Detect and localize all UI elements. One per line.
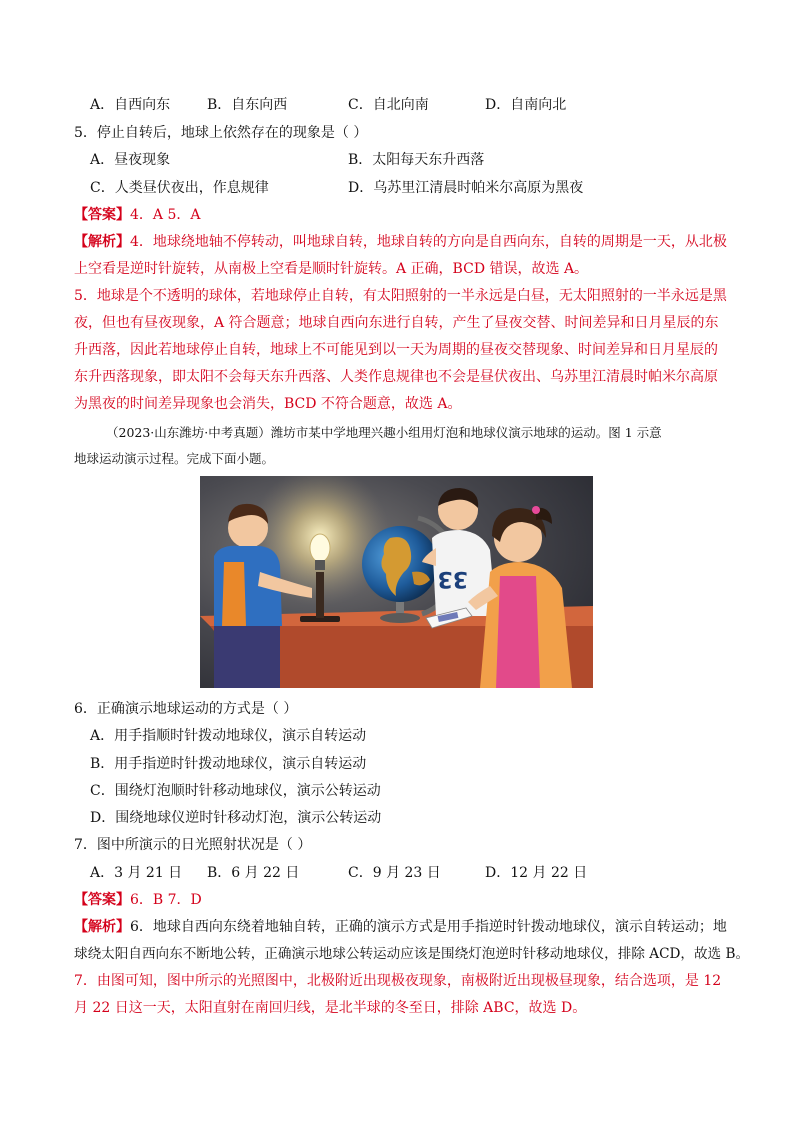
intro-text-1: 潍坊市某中学地理兴趣小组用灯泡和地球仪演示地球的运动。图 1 示意 [270, 425, 662, 440]
question-intro [106, 424, 662, 442]
q5-option-d: D．乌苏里江清晨时帕米尔高原为黑夜 [348, 180, 584, 196]
q6-stem: 6．正确演示地球运动的方式是（ ） [74, 701, 298, 717]
analysis-2-line-3: 7．由图可知，图中所示的光照图中，北极附近出现极夜现象，南极附近出现极昼现象，结合选项，是 12 [74, 973, 722, 989]
illustration [200, 476, 593, 688]
q4-option-a: A．自西向东 [90, 97, 171, 113]
analysis-text: 6．地球自西向东绕着地轴自转，正确的演示方式是用手指逆时针拨动地球仪，演示自转运动；地 [130, 919, 727, 935]
q5-stem: 5．停止自转后，地球上依然存在的现象是（ ） [74, 125, 368, 141]
analysis-1-line-4: 夜，但也有昼夜现象，A 符合题意；地球自西向东进行自转，产生了昼夜交替、时间差异和日月星辰的东 [74, 315, 719, 331]
q7-option-d: D．12 月 22 日 [485, 865, 588, 881]
answer-tag: 【答案】 [74, 207, 130, 223]
q5-option-b: B．太阳每天东升西落 [348, 152, 485, 168]
analysis-2-line-1 [74, 918, 727, 936]
light-bulb-icon [310, 534, 330, 562]
analysis-2-line-2: 球绕太阳自西向东不断地公转，正确演示地球公转运动应该是围绕灯泡逆时针移动地球仪，排除 ACD，故选 B。 [74, 946, 750, 962]
q7-stem: 7．图中所演示的日光照射状况是（ ） [74, 837, 312, 853]
analysis-1-line-5: 升西落，因此若地球停止自转，地球上不可能见到以一天为周期的昼夜交替现象、时间差异和日月星辰的 [74, 342, 718, 358]
figure-earth-demo [200, 476, 593, 688]
q6-option-a: A．用手指顺时针拨动地球仪，演示自转运动 [90, 728, 367, 744]
analysis-1-line-1 [74, 233, 727, 251]
answer-text: 6．B 7．D [130, 892, 202, 908]
answer-tag: 【答案】 [74, 892, 130, 908]
q7-option-a: A．3 月 21 日 [90, 865, 183, 881]
answer-block-1 [74, 206, 201, 224]
answer-block-2 [74, 891, 202, 909]
analysis-1-line-6: 东升西落现象，即太阳不会每天东升西落、人类作息规律也不会是昼伏夜出、乌苏里江清晨时帕米尔高原 [74, 369, 718, 385]
q6-option-c: C．围绕灯泡顺时针移动地球仪，演示公转运动 [90, 783, 381, 799]
analysis-tag: 【解析】 [74, 234, 130, 250]
q4-option-c: C．自北向南 [348, 97, 429, 113]
q4-option-b: B．自东向西 [207, 97, 288, 113]
lamp-stand [316, 572, 324, 618]
q5-option-c: C．人类昼伏夜出，作息规律 [90, 180, 269, 196]
analysis-1-line-3: 5．地球是个不透明的球体，若地球停止自转，有太阳照射的一半永远是白昼，无太阳照射的一半永远是黑 [74, 288, 727, 304]
analysis-text: 4．地球绕地轴不停转动，叫地球自转，地球自转的方向是自西向东，自转的周期是一天，从北极 [130, 234, 727, 250]
answer-text: 4．A 5．A [130, 207, 201, 223]
intro-text-2: 地球运动演示过程。完成下面小题。 [74, 451, 275, 466]
analysis-1-line-2: 上空看是逆时针旋转，从南极上空看是顺时针旋转。A 正确，BCD 错误，故选 A。 [74, 261, 589, 277]
question-source: （2023·山东潍坊·中考真题） [106, 425, 271, 440]
analysis-tag: 【解析】 [74, 919, 130, 935]
q5-option-a: A．昼夜现象 [90, 152, 171, 168]
q4-option-d: D．自南向北 [485, 97, 567, 113]
analysis-2-line-4: 月 22 日这一天，太阳直射在南回归线，是北半球的冬至日，排除 ABC，故选 D。 [74, 1000, 587, 1016]
q6-option-d: D．围绕地球仪逆时针移动灯泡，演示公转运动 [90, 810, 382, 826]
q7-option-c: C．9 月 23 日 [348, 865, 441, 881]
analysis-1-line-7: 为黑夜的时间差异现象也会消失，BCD 不符合题意，故选 A。 [74, 396, 462, 412]
shirt-number: 33 [437, 566, 468, 591]
q6-option-b: B．用手指逆时针拨动地球仪，演示自转运动 [90, 756, 367, 772]
q7-option-b: B．6 月 22 日 [207, 865, 300, 881]
